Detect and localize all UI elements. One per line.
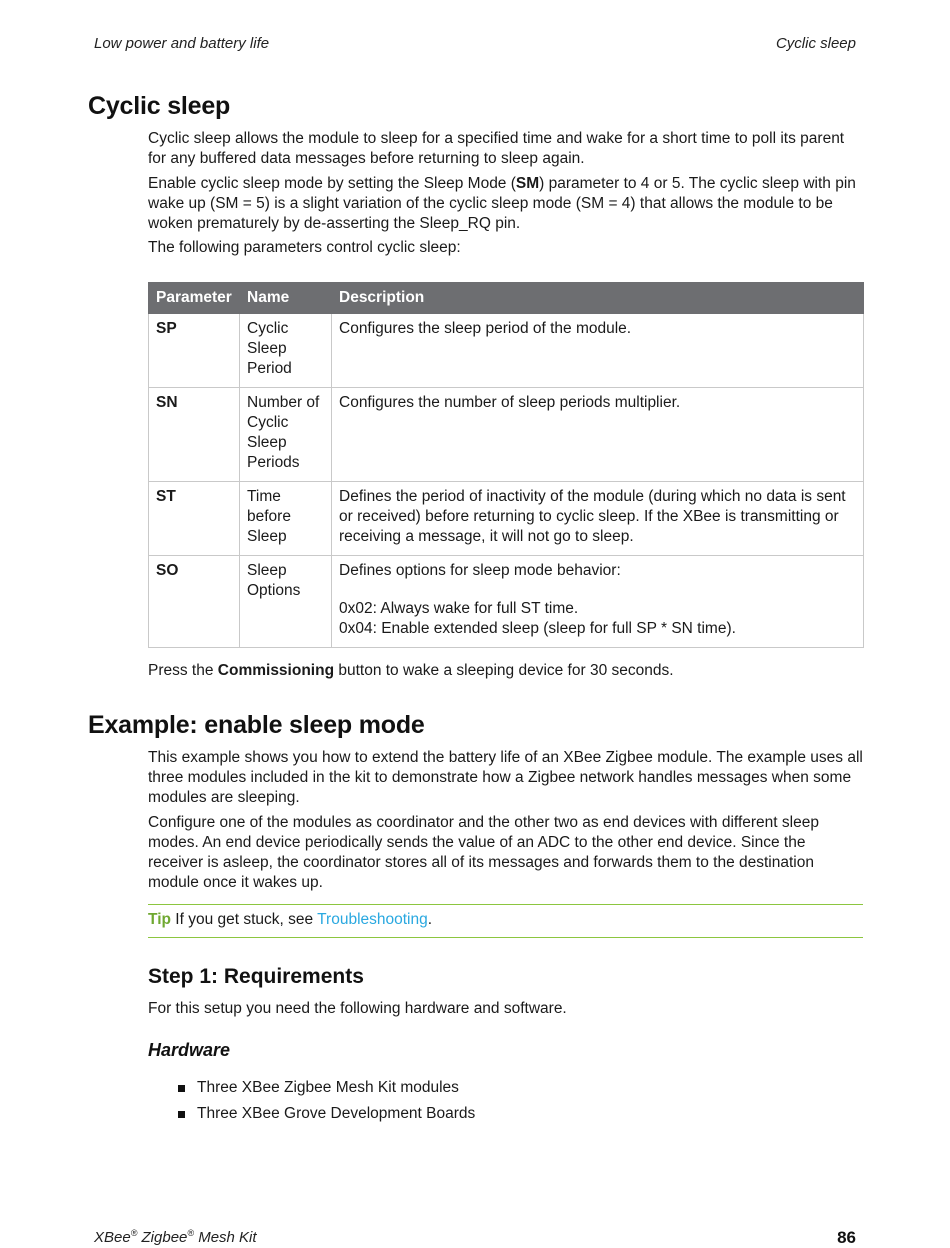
param-name: Sleep Options [240, 556, 332, 648]
hardware-heading: Hardware [148, 1040, 231, 1060]
sleep-option-0x04: 0x04: Enable extended sleep (sleep for full SP * SN time). [339, 620, 736, 637]
running-header-left: Low power and battery life [94, 35, 270, 52]
paragraph-intro: Cyclic sleep allows the module to sleep for a specified time and wake for a short time to poll its parent for any buffered data messages before returning to sleep again. [148, 130, 845, 167]
paragraph-configure: Configure one of the modules as coordinator and the other two as end devices with different sleep modes. An end device periodically sends the value of an ADC to the other end device. Since the receiver is asleep, the coordinator stores all of its messages and forwards them to the destination module once it wakes up. [148, 814, 819, 891]
parameters-table [148, 282, 864, 648]
param-code: SN [149, 388, 240, 482]
sleep-option-0x02: 0x02: Always wake for full ST time. [339, 600, 579, 617]
hardware-list [148, 1078, 864, 1130]
table-row [149, 314, 864, 388]
troubleshooting-link[interactable]: Troubleshooting [317, 911, 428, 928]
tip-label: Tip [148, 911, 171, 928]
column-header-description: Description [332, 283, 864, 314]
paragraph-setup: For this setup you need the following hardware and software. [148, 1000, 567, 1017]
tip-box: Tip If you get stuck, see Troubleshooting. [148, 904, 863, 938]
sm-parameter: SM [515, 175, 540, 192]
column-header-name: Name [240, 283, 332, 314]
paragraph-example-intro: This example shows you how to extend the battery life of an XBee Zigbee module. The example uses all three modules included in the kit to demonstrate how a Zigbee network handles messages when some modules are sleeping. [148, 749, 863, 806]
param-code: ST [149, 482, 240, 556]
column-header-parameter: Parameter [149, 283, 240, 314]
table-row [149, 388, 864, 482]
section-title-example: Example: enable sleep mode [88, 711, 425, 739]
list-item: Three XBee Zigbee Mesh Kit modules [148, 1078, 864, 1104]
section-title-cyclic-sleep: Cyclic sleep [88, 92, 231, 120]
param-name: Cyclic Sleep Period [240, 314, 332, 388]
param-description: Defines the period of inactivity of the module (during which no data is sent or received) before returning to cyclic sleep. If the XBee is transmitting or receiving a message, it will not go to sleep. [332, 482, 864, 556]
table-row [149, 482, 864, 556]
param-name: Number of Cyclic Sleep Periods [240, 388, 332, 482]
footer-product-name: XBee® Zigbee® Mesh Kit [94, 1228, 257, 1246]
step1-heading: Step 1: Requirements [148, 965, 364, 988]
paragraph-following: The following parameters control cyclic sleep: [148, 239, 461, 256]
paragraph-commissioning: Press the Commissioning button to wake a sleeping device for 30 seconds. [148, 662, 674, 679]
table-row [149, 556, 864, 648]
bullet-square-icon [178, 1085, 185, 1092]
param-code: SP [149, 314, 240, 388]
running-header-right: Cyclic sleep [775, 35, 856, 52]
bullet-square-icon [178, 1111, 185, 1118]
param-code: SO [149, 556, 240, 648]
table-header-row [149, 283, 864, 314]
param-name: Time before Sleep [240, 482, 332, 556]
list-item: Three XBee Grove Development Boards [148, 1104, 864, 1130]
sleep-options-intro: Defines options for sleep mode behavior: [339, 562, 621, 579]
param-description: Configures the sleep period of the module. [332, 314, 864, 388]
commissioning-term: Commissioning [217, 662, 335, 679]
param-description: Configures the number of sleep periods multiplier. [332, 388, 864, 482]
paragraph-enable: Enable cyclic sleep mode by setting the Sleep Mode (SM) parameter to 4 or 5. The cyclic sleep with pin wake up (SM = 5) is a slight variation of the cyclic sleep mode (SM = 4) that allows the module to be woken prematurely by de-asserting the Sleep_RQ pin. [148, 175, 856, 232]
param-description [332, 556, 864, 648]
page-number: 86 [837, 1228, 856, 1247]
